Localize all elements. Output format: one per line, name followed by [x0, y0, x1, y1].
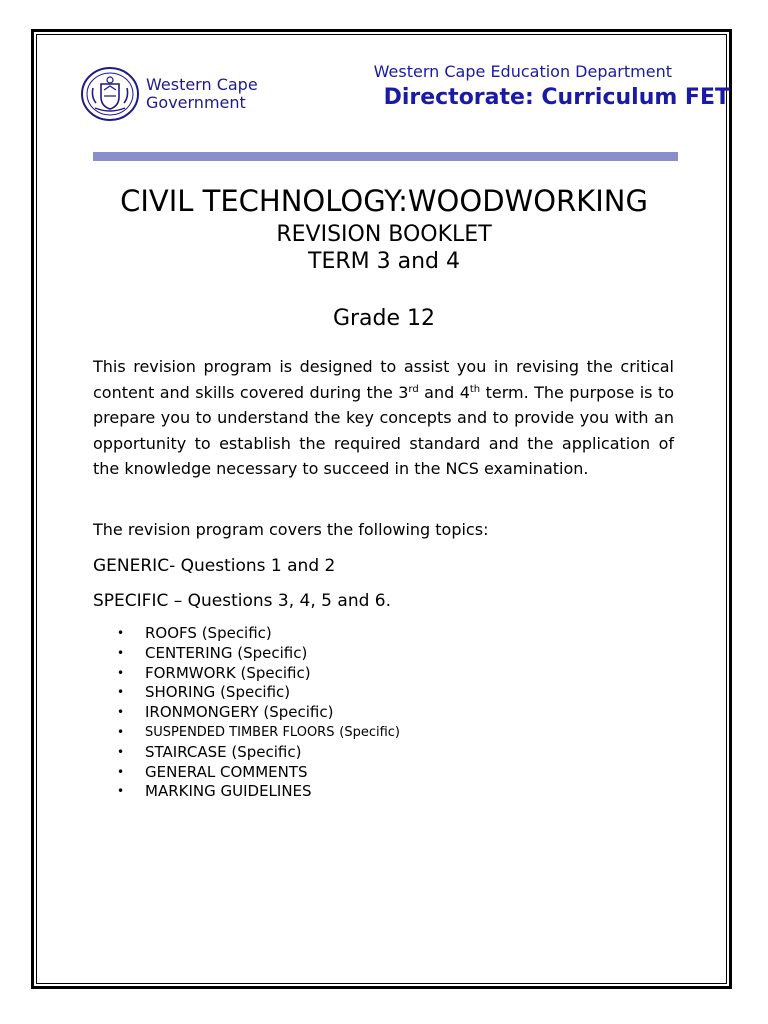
page-border-inner [36, 34, 727, 984]
department-name: Western Cape Education Department [373, 62, 672, 81]
topic-label: MARKING GUIDELINES [145, 782, 312, 801]
bullet-icon: • [117, 645, 125, 660]
bullet-icon: • [117, 685, 125, 700]
list-item [117, 763, 400, 783]
intro-sup-th: th [469, 383, 481, 395]
intro-paragraph [93, 354, 674, 482]
topics-list [117, 624, 400, 802]
bullet-icon: • [117, 744, 125, 759]
topic-label: FORMWORK (Specific) [145, 663, 311, 682]
bullet-icon: • [117, 665, 125, 680]
intro-text-1: This revision program is designed to assist you in revising the critical content and skills covered during the 3 [93, 357, 674, 402]
list-item [117, 703, 400, 723]
generic-questions: GENERIC- Questions 1 and 2 [93, 556, 336, 576]
list-item [117, 723, 400, 743]
bullet-icon: • [117, 705, 125, 720]
bullet-icon: • [117, 784, 125, 799]
grade-heading: Grade 12 [332, 306, 436, 331]
list-item [117, 743, 400, 763]
topic-label: IRONMONGERY (Specific) [145, 703, 334, 722]
topic-label: ROOFS (Specific) [145, 624, 272, 642]
subtitle-booklet: REVISION BOOKLET [276, 222, 492, 247]
document-subtitle [40, 221, 728, 275]
topic-label: STAIRCASE (Specific) [145, 742, 302, 761]
intro-text-3: term. The purpose is to prepare you to understand the key concepts and to provide you with an opportunity to establish the required standard and the application of the knowledge necessary to succeed in the NCS examination. [93, 382, 675, 478]
logo-line-1: Western Cape [146, 75, 258, 94]
topic-label: CENTERING (Specific) [145, 643, 308, 662]
topic-qualifier: (Specific) [339, 724, 400, 740]
topic-label: SUSPENDED TIMBER FLOORS [145, 724, 335, 740]
coat-of-arms-icon [80, 66, 140, 122]
list-item [117, 624, 400, 644]
list-item [117, 683, 400, 703]
topic-label: GENERAL COMMENTS [145, 762, 308, 781]
logo-line-2: Government [146, 93, 246, 112]
list-item [117, 664, 400, 684]
bullet-icon: • [117, 724, 125, 739]
bullet-icon: • [117, 626, 125, 640]
header-divider [93, 152, 678, 161]
directorate-name: Directorate: Curriculum FET [383, 85, 730, 110]
western-cape-government-logo [80, 66, 258, 122]
intro-sup-rd: rd [408, 383, 419, 395]
intro-text-2: and 4 [418, 382, 470, 402]
subtitle-term: TERM 3 and 4 [308, 249, 460, 274]
logo-wordmark [146, 76, 258, 112]
list-item [117, 644, 400, 664]
list-item [117, 782, 400, 802]
topic-label: SHORING (Specific) [145, 683, 291, 702]
bullet-icon: • [117, 764, 125, 779]
specific-questions: SPECIFIC – Questions 3, 4, 5 and 6. [93, 591, 392, 611]
topics-intro: The revision program covers the following topics: [93, 520, 489, 539]
header-right [374, 62, 730, 112]
document-title: CIVIL TECHNOLOGY:WOODWORKING [120, 184, 648, 218]
